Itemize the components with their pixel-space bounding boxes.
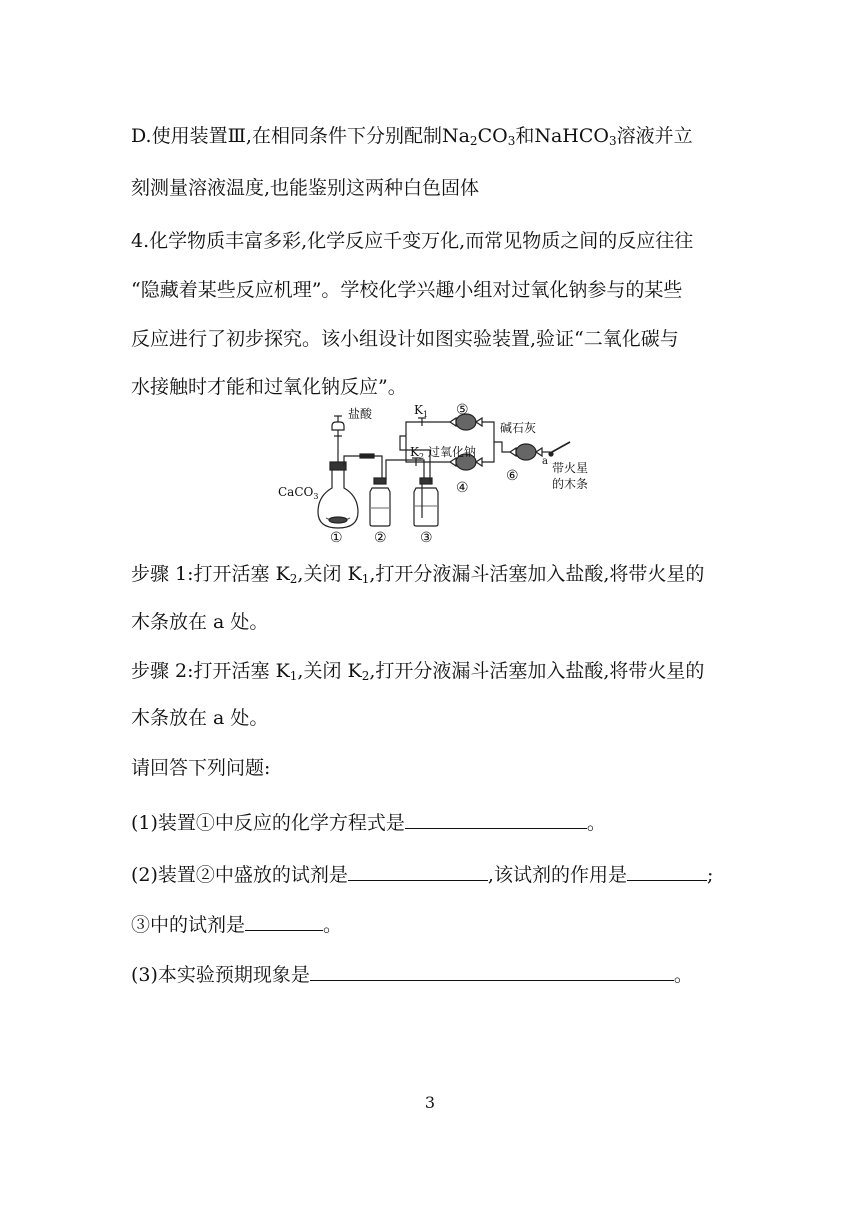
wash-bottle-2: [370, 488, 390, 526]
label-num4: ④: [456, 480, 469, 496]
label-k1: $K_1$: [414, 403, 429, 419]
answer-blank-1[interactable]: [405, 810, 587, 829]
answer-blank-2a[interactable]: [348, 862, 488, 881]
questions-prompt: 请回答下列问题:: [131, 757, 271, 779]
page-number: 3: [424, 1093, 436, 1112]
option-d-line1: D.使用装置Ⅲ,在相同条件下分别配制$Na_2CO_3$和NaHCO$_3$溶液并立: [131, 125, 693, 148]
label-num1: ①: [330, 530, 343, 546]
label-num6: ⑥: [506, 468, 519, 484]
question4-intro-line4: 水接触时才能和过氧化钠反应”。: [131, 376, 407, 398]
answer-blank-2b[interactable]: [627, 862, 707, 881]
label-splint-line2: 的木条: [552, 477, 589, 491]
label-soda-lime: 碱石灰: [500, 421, 537, 435]
answer-blank-2c[interactable]: [245, 912, 323, 931]
caco3-solid: [329, 517, 347, 523]
label-sodium-peroxide: 过氧化钠: [428, 445, 477, 459]
subquestion-3: (3)本实验预期现象是 。: [131, 964, 693, 986]
experiment-apparatus-figure: [270, 400, 590, 548]
option-d-line2: 刻测量溶液温度,也能鉴别这两种白色固体: [131, 177, 480, 199]
subquestion-1: (1)装置①中反应的化学方程式是 。: [131, 812, 606, 834]
wash-bottle-3: [414, 488, 438, 526]
label-num2: ②: [374, 530, 387, 546]
subquestion-2-line2: ③中的试剂是 。: [131, 914, 343, 936]
step1-line2: 木条放在 a 处。: [131, 611, 269, 633]
label-point-a: a: [542, 456, 548, 467]
label-caco3: CaCO$_3$: [278, 485, 319, 501]
funnel-body: [332, 422, 344, 430]
wooden-splint: [552, 442, 570, 452]
answer-blank-3[interactable]: [310, 962, 674, 981]
question4-intro-line3: 反应进行了初步探究。该小组设计如图实验装置,验证“二氧化碳与: [131, 328, 679, 350]
question4-intro-line2: “隐藏着某些反应机理”。学校化学兴趣小组对过氧化钠参与的某些: [131, 279, 683, 301]
label-splint-line1: 带火星: [552, 461, 589, 475]
label-hydrochloric-acid: 盐酸: [348, 407, 373, 421]
label-k2: $K_2$: [410, 445, 425, 461]
step2-line1: 步骤 2:打开活塞 $K_1$,关闭 $K_2$,打开分液漏斗活塞加入盐酸,将带火星的: [131, 660, 705, 683]
subquestion-2-line1: (2)装置②中盛放的试剂是 ,该试剂的作用是 ;: [131, 864, 714, 886]
label-num5: ⑤: [456, 402, 469, 418]
question4-intro-line1: 4.化学物质丰富多彩,化学反应千变万化,而常见物质之间的反应往往: [131, 230, 694, 252]
step1-line1: 步骤 1:打开活塞 $K_2$,关闭 $K_1$,打开分液漏斗活塞加入盐酸,将带火星的: [131, 563, 705, 586]
drying-tube-6: [516, 444, 536, 460]
step2-line2: 木条放在 a 处。: [131, 707, 269, 729]
label-num3: ③: [420, 530, 433, 546]
